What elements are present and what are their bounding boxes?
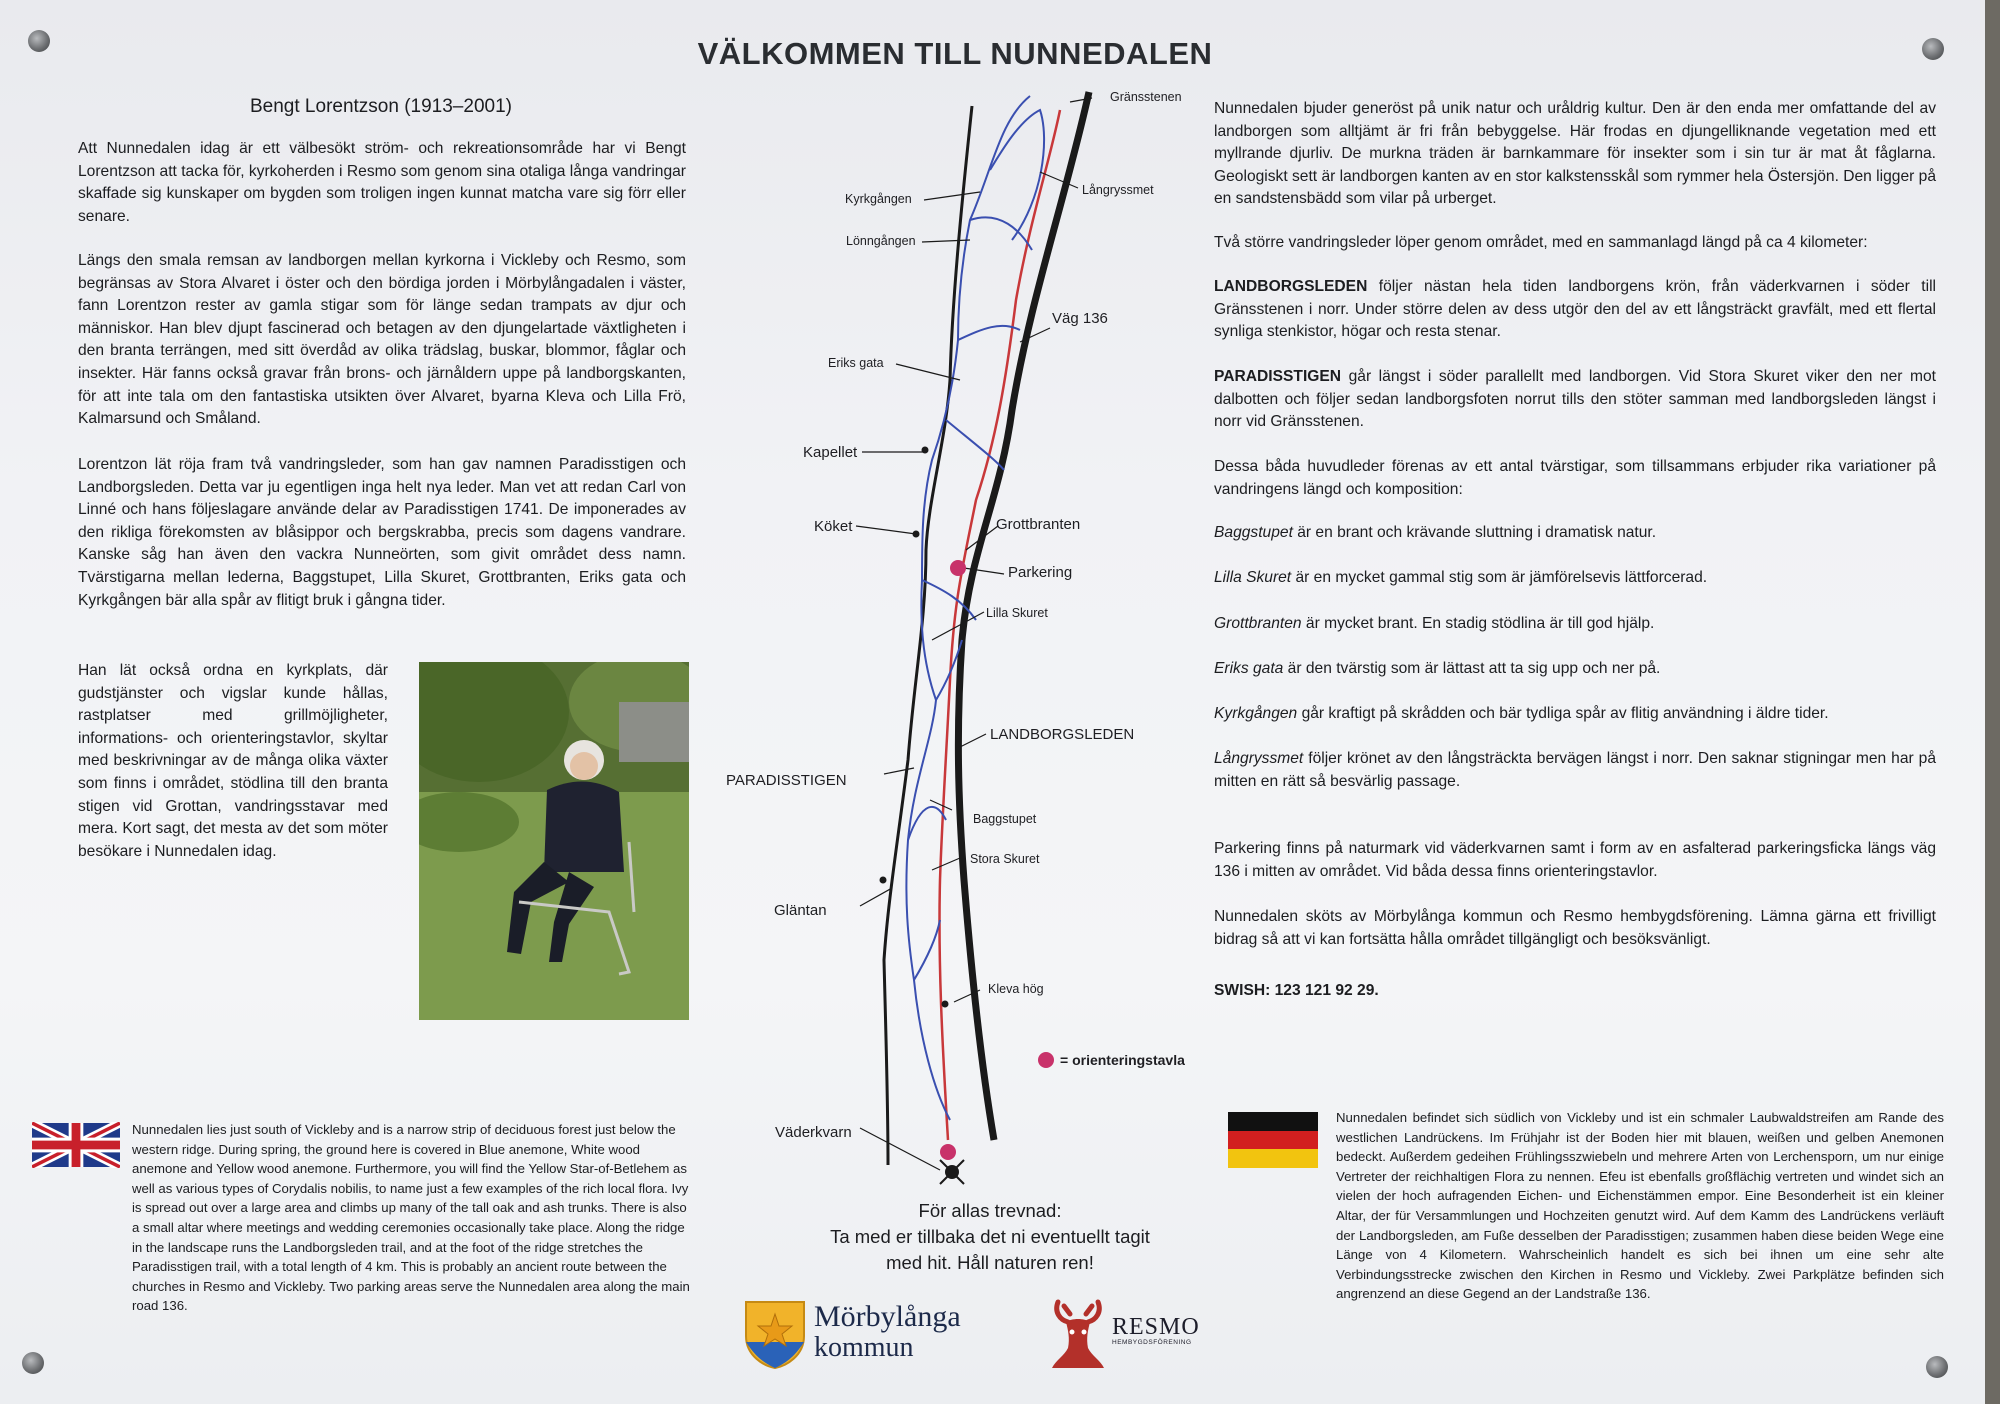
map-label-kyrkgangen: Kyrkgången — [845, 192, 912, 206]
trail-map — [700, 80, 1240, 1200]
courtesy-notice: För allas trevnad: Ta med er tillbaka det ni eventuellt tagit med hit. Håll naturen ren! — [830, 1200, 1150, 1273]
map-label-grottbranten: Grottbranten — [996, 516, 1081, 533]
vaderkvarn-marker — [940, 1144, 956, 1160]
paradisstigen-paragraph: PARADISSTIGEN går längst i söder parallellt med landborgen. Vid Stora Skuret viker den ner mot dalbotten och följer sedan landborgsfoten norrut tills den stöter samman med landborgsleden längst i norr vid Gränsstenen. — [1214, 368, 1936, 431]
map-label-gransstenen: Gränsstenen — [1110, 90, 1182, 104]
screw — [1926, 1356, 1948, 1378]
map-label-glantan: Gläntan — [774, 902, 827, 919]
german-summary: Nunnedalen befindet sich südlich von Vickleby und ist ein schmaler Laubwaldstreifen am Rande des westlichen Landrückens. Im Frühjahr ist der Boden hier mit blauen, weißen und gelben Anemonen bedeckt. Außerdem gedeihen Frühlingsszwiebeln und mehrere Arten von Lerchensporn, um nur einige Vertreter der reichhaltigen Flora zu nennen. Efeu ist ebenfalls großflächig vertreten und windet sich an vielen der hoch aufragenden Eichen- und Eichenstämmen empor. Eine Besonderheit ist ein kleiner Altar, der für Versammlungen und Hochzeiten genutzt wird. Auf dem Kamm des Landrückens verläuft der Landborgsleden, am Fuße desselben der Paradisstigen; zusammen haben diese beiden Wege eine Länge von 4 Kilometern. Wahrscheinlich handelt es sich bei ihnen um eine sehr alte Verbindungsstrecke zwischen den Kirchen in Resmo und Vickleby. Zwei Parkplätze befinden sich angrenzend an diese Gegend an der Landstraße 136. — [1336, 1110, 1944, 1302]
map-label-lilla-skuret: Lilla Skuret — [986, 606, 1048, 620]
ridge-line — [884, 106, 972, 1165]
intro-paragraph: Nunnedalen bjuder generöst på unik natur och uråldrig kultur. Den är den enda mer omfattande del av landborgen som alltjämt är fri från bebyggelse. Här frodas en djungelliknande vegetation med ett myllrande djurliv. De murkna träden är barnkammare för insekter som i sin tur är mat åt fåglarna. Geologiskt sett är landborgen kanten av en stor kalkstensskål som rymmer hela Östersjön. Den ligger på en sandstensbädd som vilar på urberget. — [1214, 100, 1936, 208]
screw — [1922, 38, 1944, 60]
screw — [22, 1352, 44, 1374]
morbylanga-name: Mörbylånga — [814, 1300, 961, 1333]
parking-paragraph: Parkering finns på naturmark vid väderkvarnen samt i form av en asfalterad parkeringsficka längs väg 136 i mitten av området. Vid båda dessa finns orienteringstavlor. — [1214, 840, 1936, 880]
trail-grottbranten: Grottbranten är mycket brant. En stadig stödlina är till god hjälp. — [1214, 615, 1655, 632]
map-label-stora-skuret: Stora Skuret — [970, 852, 1040, 866]
trails-intro: Två större vandringsleder löper genom området, med en sammanlagd längd på ca 4 kilometer: — [1214, 234, 1868, 251]
trail-eriks-gata: Eriks gata är den tvärstig som är lättast att ta sig upp och ner på. — [1214, 660, 1661, 677]
bio-paragraph-1: Att Nunnedalen idag är ett välbesökt ström- och rekreationsområde har vi Bengt Lorentzson att tacka för, kyrkoherden i Resmo som genom sina otaliga långa vandringar skaffade sig kunskaper om bygden som troligen ingen kunnat matcha vare sig förr eller senare. — [78, 140, 686, 225]
page-title: VÄLKOMMEN TILL NUNNEDALEN — [697, 36, 1213, 71]
resmo-subtitle: HEMBYGDSFÖRENING — [1112, 1339, 1192, 1346]
map-label-kleva-hog: Kleva hög — [988, 982, 1044, 996]
uk-flag-icon — [32, 1122, 120, 1168]
map-label-paradisstigen: PARADISSTIGEN — [726, 772, 847, 789]
parking-marker — [950, 560, 966, 576]
legend-marker — [1038, 1052, 1054, 1068]
morbylanga-kommun: kommun — [814, 1332, 914, 1363]
map-legend: = orienteringstavla — [1060, 1052, 1185, 1068]
trail-langryssmet: Långryssmet följer krönet av den långsträckta bervägen längst i norr. Den saknar stigningar men har på mitten en rätt så besvärlig passage. — [1214, 750, 1936, 790]
map-label-baggstupet: Baggstupet — [973, 812, 1037, 826]
swish-number: SWISH: 123 121 92 29. — [1214, 982, 1379, 999]
trail-kyrkgangen: Kyrkgången går kraftigt på skrådden och bär tydliga spår av flitig användning i äldre tider. — [1214, 705, 1829, 722]
map-label-landborgsleden: LANDBORGSLEDEN — [990, 726, 1135, 743]
map-label-vag-136: Väg 136 — [1052, 310, 1108, 327]
bio-heading: Bengt Lorentzson (1913–2001) — [250, 96, 512, 117]
map-label-kapellet: Kapellet — [803, 444, 858, 461]
morbylanga-crest-icon — [742, 1298, 808, 1370]
map-label-lonngangen: Lönngången — [846, 234, 916, 248]
map-label-vaderkvarn: Väderkvarn — [775, 1124, 852, 1141]
bio-paragraph-4: Han lät också ordna en kyrkplats, där gudstjänster och vigslar kunde hållas, rastplatser med grillmöjligheter, informations- och orienteringstavlor, skyltar med beskrivningar av de många olika växter som finns i området, stödlina till den branta stigen vid Grottan, vandringsstavar med mera. Kort sagt, det mesta av det som möter besökare i Nunnedalen idag. — [78, 662, 388, 860]
resmo-name: RESMO — [1112, 1314, 1200, 1340]
map-label-langryssmet: Långryssmet — [1082, 183, 1154, 197]
english-summary: Nunnedalen lies just south of Vickleby and is a narrow strip of deciduous forest just below the western ridge. During spring, the ground here is covered in Blue anemone, White wood anemone and Yellow wood anemone. Furthermore, you will find the Yellow Star-of-Betlehem as well as various types of Corydalis nobilis, to name just a few examples of the rich local flora. Ivy is spread out over a large area and climbs up many of the tall oak and ash trunks. There is also a small altar where meetings and wedding ceremonies occasionally take place. Along the ridge in the landscape runs the Landborgsleden trail, and at the foot of the ridge stretches the Paradisstigen trail, with a total length of 4 km. This is probably an ancient route between the churches in Resmo and Vickleby. Two parking areas serve the Nunnedalen area along the main road 136. — [132, 1122, 690, 1314]
portrait-photo — [419, 662, 689, 1020]
crossings-paragraph: Dessa båda huvudleder förenas av ett antal tvärstigar, som tillsammans erbjuder rika variationer på vandringens längd och komposition: — [1214, 458, 1936, 498]
maintenance-paragraph: Nunnedalen sköts av Mörbylånga kommun och Resmo hembygdsförening. Lämna gärna ett frivilligt bidrag så att vi kan fortsätta hålla området tillgängligt och besöksvänligt. — [1214, 908, 1936, 948]
landborgsleden-paragraph: LANDBORGSLEDEN följer nästan hela tiden landborgens krön, från väderkvarnen i söder till Gränsstenen i norr. Under större delen av dess utgör den del av ett långsträckt gravfält, med ett flertal synliga stenkistor, högar och resta stenar. — [1214, 278, 1936, 341]
trail-baggstupet: Baggstupet är en brant och krävande sluttning i dramatisk natur. — [1214, 524, 1657, 541]
map-label-koket: Köket — [814, 518, 853, 535]
resmo-deer-icon — [1046, 1298, 1110, 1372]
trail-lilla-skuret: Lilla Skuret är en mycket gammal stig som är jämförelsevis lättforcerad. — [1214, 569, 1708, 586]
bio-paragraph-3: Lorentzon lät röja fram två vandringsleder, som han gav namnen Paradisstigen och Landborgsleden. Detta var ju egentligen inga helt nya leder. Man vet att redan Carl von Linné och hans följeslagare använde delar av Paradisstigen 1741. De imponerades av den rikliga förekomsten av blåsippor och bergskrabba, precis som dagens vandrare. Kanske såg han även den vackra Nunneörten, som givit området dess namn. Tvärstigarna mellan lederna, Baggstupet, Lilla Skuret, Grottbranten, Eriks gata och Kyrkgången bär alla spår av flitigt bruk i gångna tider. — [78, 456, 686, 609]
screw — [28, 30, 50, 52]
map-label-eriks-gata: Eriks gata — [828, 356, 884, 370]
bio-paragraph-2: Längs den smala remsan av landborgen mellan kyrkorna i Vickleby och Resmo, som begränsas av Stora Alvaret i öster och den bördiga jorden i Mörbylångadalen i väster, fann Lorentzon rester av gamla stigar som för länge sedan trampats av djur och människor. Han blev djupt fascinerad och betagen av den djungelartade växtligheten i den branta terrängen, med sitt överdåd av olika trädslag, buskar, blommor, fåglar och insekter. Här fanns också gravar från brons- och järnåldern uppe på landborgskanten, för att inte tala om den fantastiska utsikten över Alvaret, byarna Kleva och Lilla Frö, Kalmarsund och Småland. — [78, 252, 686, 428]
map-label-parkering: Parkering — [1008, 564, 1073, 581]
german-flag-icon — [1228, 1112, 1318, 1168]
